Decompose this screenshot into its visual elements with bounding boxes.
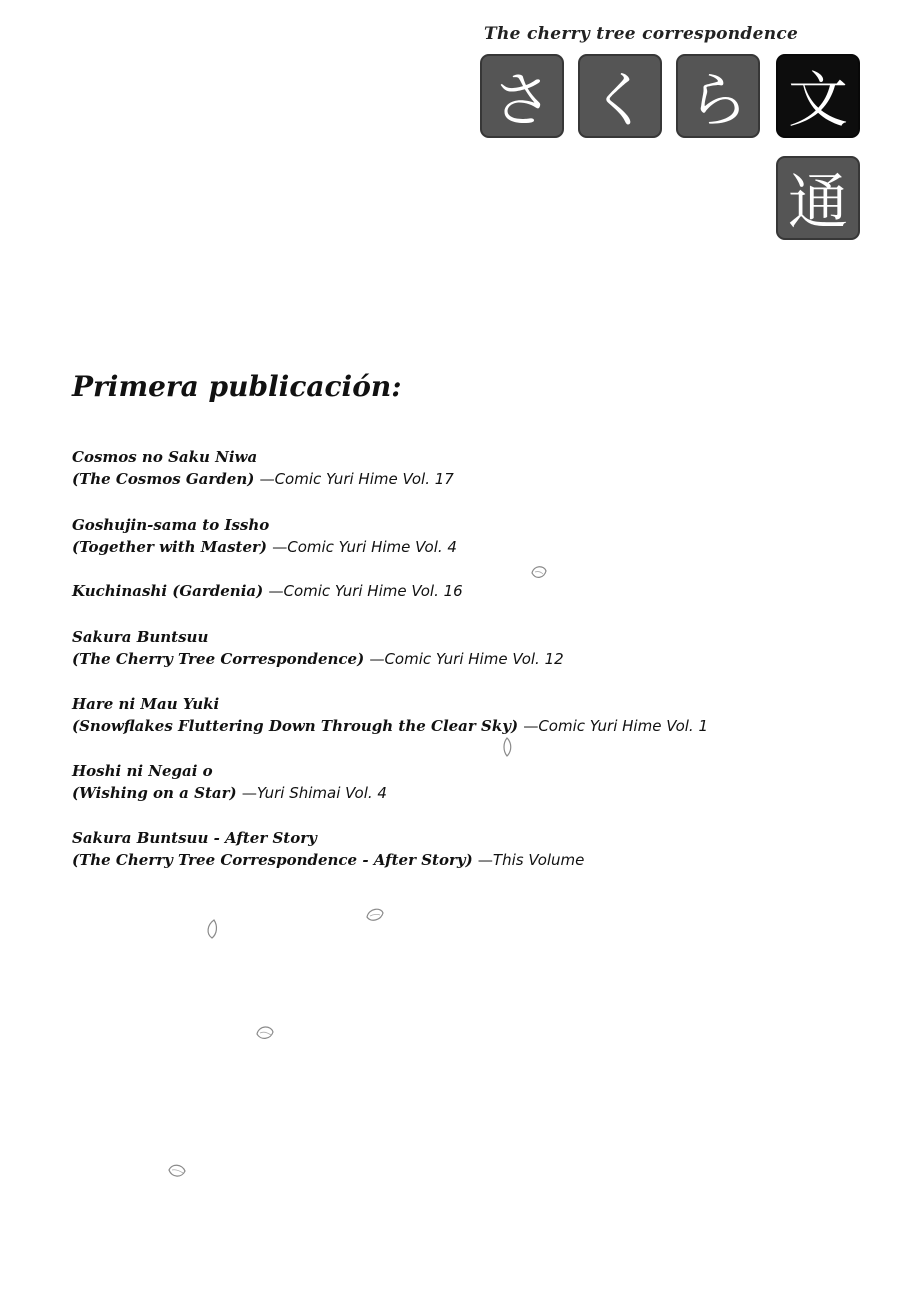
publication-entry — [72, 693, 708, 737]
publication-entry — [72, 760, 387, 804]
entry-subtitle: (The Cherry Tree Correspondence) — [72, 650, 365, 668]
title-tile-bun: 文 — [776, 54, 860, 138]
entry-subtitle: (The Cherry Tree Correspondence - After Story) — [72, 851, 473, 869]
entry-subtitle: (The Cosmos Garden) — [72, 470, 255, 488]
entry-dash: — — [523, 717, 539, 735]
entry-subtitle: (Snowflakes Fluttering Down Through the Clear Sky) — [72, 717, 519, 735]
title-tile-ku: く — [578, 54, 662, 138]
entry-dash: — — [272, 538, 288, 556]
title-tile-tsuu: 通 — [776, 156, 860, 240]
entry-detail-line — [72, 782, 387, 804]
entry-subtitle: Kuchinashi (Gardenia) — [72, 582, 264, 600]
cherry-petal-icon — [364, 904, 386, 926]
publication-entry — [72, 514, 457, 558]
entry-dash: — — [268, 582, 284, 600]
entry-dash: — — [369, 650, 385, 668]
publication-entry — [72, 446, 454, 490]
entry-title: Cosmos no Saku Niwa — [72, 448, 258, 466]
cherry-petal-icon — [496, 736, 518, 758]
entry-source: Yuri Shimai Vol. 4 — [256, 784, 387, 802]
page-heading: Primera publicación: — [72, 370, 402, 403]
entry-source: This Volume — [492, 851, 585, 869]
entry-title: Hare ni Mau Yuki — [72, 695, 220, 713]
entry-detail-line — [72, 468, 454, 490]
entry-detail-line — [72, 849, 584, 871]
publication-entry — [72, 580, 463, 602]
entry-source: Comic Yuri Hime Vol. 17 — [274, 470, 454, 488]
entry-detail-line — [72, 536, 457, 558]
entry-dash: — — [241, 784, 257, 802]
entry-source: Comic Yuri Hime Vol. 16 — [283, 582, 463, 600]
entry-title: Goshujin-sama to Issho — [72, 516, 270, 534]
entry-title: Hoshi ni Negai o — [72, 762, 213, 780]
entry-detail-line — [72, 648, 564, 670]
cherry-petal-icon — [202, 918, 224, 940]
entry-dash: — — [259, 470, 275, 488]
subtitle: The cherry tree correspondence — [484, 24, 799, 44]
title-tile-ra: ら — [676, 54, 760, 138]
entry-source: Comic Yuri Hime Vol. 4 — [287, 538, 457, 556]
entry-source: Comic Yuri Hime Vol. 12 — [384, 650, 564, 668]
entry-dash: — — [477, 851, 493, 869]
cherry-petal-icon — [254, 1022, 276, 1044]
cherry-petal-icon — [528, 562, 550, 584]
cherry-petal-icon — [166, 1160, 188, 1182]
entry-source: Comic Yuri Hime Vol. 1 — [538, 717, 709, 735]
publication-entry — [72, 626, 564, 670]
entry-detail-line — [72, 580, 463, 602]
entry-title: Sakura Buntsuu — [72, 628, 209, 646]
entry-subtitle: (Wishing on a Star) — [72, 784, 237, 802]
entry-detail-line — [72, 715, 708, 737]
publication-entry — [72, 827, 584, 871]
entry-subtitle: (Together with Master) — [72, 538, 267, 556]
title-tile-sa: さ — [480, 54, 564, 138]
entry-title: Sakura Buntsuu - After Story — [72, 829, 317, 847]
